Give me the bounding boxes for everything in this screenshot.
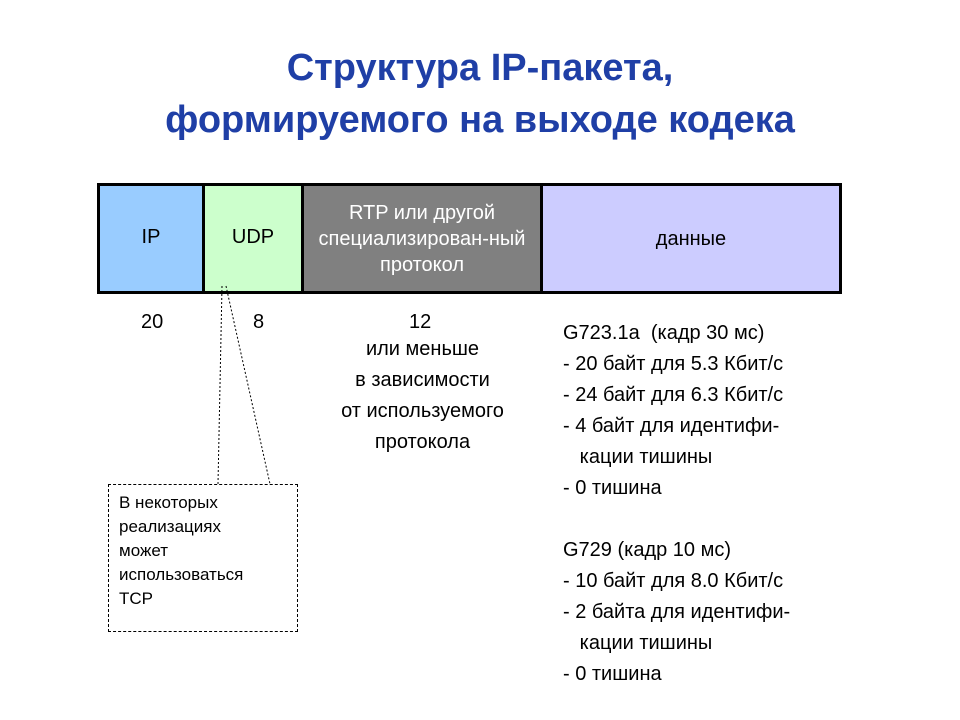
g723-line: - 0 тишина <box>563 477 662 499</box>
slide-title-line-2: формируемого на выходе кодека <box>165 99 795 141</box>
callout-connector-right <box>226 286 270 484</box>
callout-line: использоваться <box>119 565 244 584</box>
rtp-note-line: от используемого <box>341 400 504 422</box>
udp-size-label: 8 <box>253 311 265 333</box>
g723-line: кации тишины <box>563 446 713 468</box>
g723-line: - 4 байт для идентифи- <box>563 415 780 437</box>
g729-line: кации тишины <box>563 632 713 654</box>
g729-line: - 0 тишина <box>563 663 662 685</box>
payload-data-label: данные <box>655 227 727 250</box>
udp-header-label: UDP <box>231 225 275 248</box>
ip-header-label: IP <box>141 225 161 248</box>
g729-line: - 10 байт для 8.0 Кбит/с <box>563 570 784 592</box>
callout-connector-left <box>218 286 222 484</box>
rtp-size-label: 12 <box>409 311 432 333</box>
g729-line: G729 (кадр 10 мс) <box>563 539 732 561</box>
callout-line: может <box>119 541 168 560</box>
rtp-note-line: в зависимости <box>355 369 490 391</box>
rtp-note-line: протокола <box>374 431 471 453</box>
callout-line: TCP <box>119 589 153 608</box>
callout-line: реализациях <box>119 517 221 536</box>
rtp-header-label: RTP или другой специализирован-ный протокол <box>318 201 526 276</box>
g723-line: G723.1a (кадр 30 мс) <box>563 322 765 344</box>
ip-size-label: 20 <box>141 311 164 333</box>
callout-line: В некоторых <box>119 493 218 512</box>
g723-line: - 20 байт для 5.3 Кбит/с <box>563 353 784 375</box>
slide-title-line-1: Структура IP-пакета, <box>286 47 674 89</box>
g723-line: - 24 байт для 6.3 Кбит/с <box>563 384 784 406</box>
tcp-callout-box <box>108 484 298 632</box>
g729-line: - 2 байта для идентифи- <box>563 601 791 623</box>
rtp-note-line: или меньше <box>365 338 480 360</box>
